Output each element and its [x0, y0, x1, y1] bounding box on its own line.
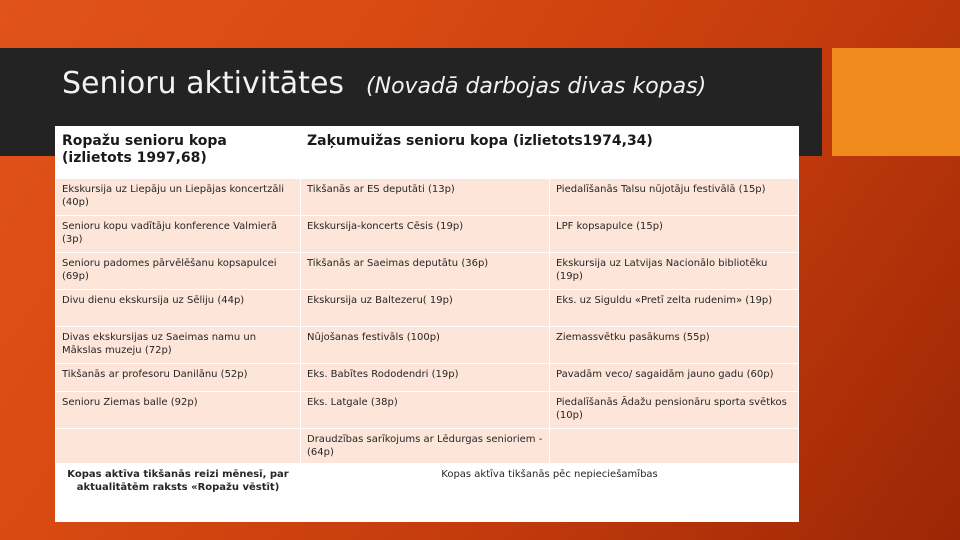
table-cell: Tikšanās ar ES deputāti (13p): [301, 179, 550, 216]
slide-title: [62, 66, 706, 101]
table-cell: Tikšanās ar Saeimas deputātu (36p): [301, 253, 550, 290]
table-cell: Divas ekskursijas uz Saeimas namu un Mākslas muzeju (72p): [56, 327, 301, 364]
header-ropazi: Ropažu senioru kopa (izlietots 1997,68): [56, 127, 301, 179]
table-row: [56, 290, 799, 327]
table-cell: Senioru kopu vadītāju konference Valmierā (3p): [56, 216, 301, 253]
table-cell: Ekskursija-koncerts Cēsis (19p): [301, 216, 550, 253]
table-row: [56, 364, 799, 392]
table-cell: LPF kopsapulce (15p): [550, 216, 799, 253]
table-cell: Senioru Ziemas balle (92p): [56, 392, 301, 429]
table-row: [56, 429, 799, 464]
table-cell: Piedalīšanās Talsu nūjotāju festivālā (15p): [550, 179, 799, 216]
table-cell: Ekskursija uz Liepāju un Liepājas koncertzāli (40p): [56, 179, 301, 216]
table-row: [56, 216, 799, 253]
table-cell: Pavadām veco/ sagaidām jauno gadu (60p): [550, 364, 799, 392]
activities-table: [55, 126, 799, 522]
table-row: [56, 392, 799, 429]
table-cell: [550, 429, 799, 464]
table-cell: Eks. uz Siguldu «Pretī zelta rudenim» (19p): [550, 290, 799, 327]
table-row: [56, 253, 799, 290]
table-cell: Ekskursija uz Baltezeru( 19p): [301, 290, 550, 327]
accent-block: [832, 48, 960, 156]
table-cell: Senioru padomes pārvēlēšanu kopsapulcei (69p): [56, 253, 301, 290]
table-row: [56, 327, 799, 364]
table-footer-row: [56, 464, 799, 522]
table-cell: [56, 429, 301, 464]
footer-zakumuiza: Kopas aktīva tikšanās pēc nepieciešamības: [301, 464, 799, 522]
table-cell: Eks. Babītes Rododendri (19p): [301, 364, 550, 392]
title-subtitle: (Novadā darbojas divas kopas): [366, 74, 707, 99]
table-cell: Ziemassvētku pasākums (55p): [550, 327, 799, 364]
table-cell: Ekskursija uz Latvijas Nacionālo bibliotēku (19p): [550, 253, 799, 290]
table-cell: Eks. Latgale (38p): [301, 392, 550, 429]
table-cell: Draudzības sarīkojums ar Lēdurgas senioriem -(64p): [301, 429, 550, 464]
header-zakumuiza: Zaķumuižas senioru kopa (izlietots1974,34): [301, 127, 799, 179]
table-cell: Divu dienu ekskursija uz Sēliju (44p): [56, 290, 301, 327]
title-main: Senioru aktivitātes: [62, 66, 345, 101]
table-cell: Piedalīšanās Ādažu pensionāru sporta svētkos (10p): [550, 392, 799, 429]
footer-ropazi: Kopas aktīva tikšanās reizi mēnesī, par aktualitātēm raksts «Ropažu vēstīt): [56, 464, 301, 522]
table-cell: Nūjošanas festivāls (100p): [301, 327, 550, 364]
table-cell: Tikšanās ar profesoru Danilānu (52p): [56, 364, 301, 392]
table-header-row: [56, 127, 799, 179]
table-row: [56, 179, 799, 216]
